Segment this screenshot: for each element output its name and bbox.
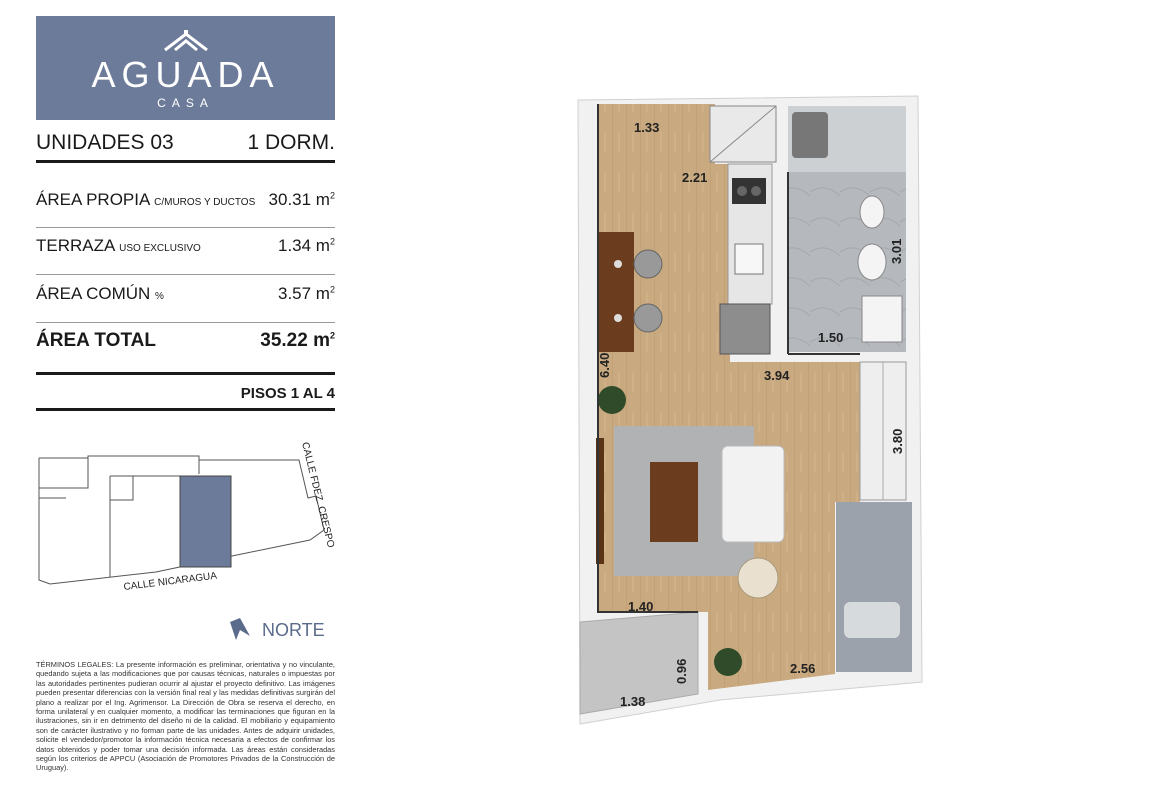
- sofa: [722, 446, 784, 542]
- unit-name: UNIDADES 03: [36, 131, 174, 154]
- site-street-side: CALLE FDEZ. CRESPO: [299, 441, 336, 549]
- dim-label: 3.80: [890, 428, 905, 454]
- site-plan: [36, 440, 346, 600]
- toilet: [858, 244, 886, 280]
- coffee-table: [650, 462, 698, 542]
- dim-label: 3.01: [889, 238, 904, 264]
- dim-label: 2.56: [790, 661, 816, 676]
- floor-plan: [570, 92, 950, 732]
- brand-sub: CASA: [157, 96, 214, 110]
- area-value: 3.57 m: [278, 284, 330, 303]
- dim-label: 6.40: [597, 352, 612, 378]
- dim-label: 0.96: [674, 658, 689, 684]
- dim-label: 2.21: [682, 170, 708, 185]
- dim-label: 3.94: [764, 368, 790, 383]
- divider: [36, 408, 335, 411]
- plant: [598, 386, 626, 414]
- site-street-bottom: CALLE NICARAGUA: [123, 570, 218, 593]
- brand-name: AGUADA: [91, 54, 280, 95]
- washing-machine: [792, 112, 828, 158]
- area-row-propia: ÁREA PROPIA C/MUROS Y DUCTOS 30.31 $m^2$: [36, 190, 335, 209]
- pillow: [844, 602, 900, 638]
- area-note: USO EXCLUSIVO: [119, 243, 201, 254]
- unit-header: [36, 131, 335, 155]
- area-label: TERRAZA: [36, 236, 115, 255]
- area-note: %: [155, 291, 164, 302]
- dining-table: [598, 232, 634, 352]
- divider: [36, 322, 335, 323]
- floors-label: PISOS 1 AL 4: [240, 385, 335, 402]
- site-unit-highlight: [180, 476, 231, 567]
- brand-logo: [36, 16, 335, 120]
- area-label: ÁREA PROPIA: [36, 190, 150, 209]
- area-row-comun: ÁREA COMÚN % 3.57 $m^2$: [36, 284, 335, 303]
- dim-label: 1.38: [620, 694, 646, 709]
- area-total-value: 35.22 m: [260, 330, 330, 351]
- area-total-label: ÁREA TOTAL: [36, 330, 156, 351]
- plant: [714, 648, 742, 676]
- basin: [862, 296, 902, 342]
- dim-label: 1.50: [818, 330, 844, 345]
- area-row-terraza: TERRAZA USO EXCLUSIVO 1.34 $m^2$: [36, 236, 335, 255]
- fridge: [720, 304, 770, 354]
- bed: [836, 502, 912, 672]
- unit-type: 1 DORM.: [247, 131, 335, 154]
- bidet: [860, 196, 884, 228]
- north-indicator: [228, 618, 325, 642]
- divider: [36, 227, 335, 228]
- sink: [735, 244, 763, 274]
- area-note: C/MUROS Y DUCTOS: [154, 197, 256, 208]
- north-arrow-icon: [228, 618, 252, 642]
- divider: [36, 160, 335, 163]
- area-value: 30.31 m: [268, 190, 330, 209]
- dim-label: 1.40: [628, 599, 654, 614]
- area-label: ÁREA COMÚN: [36, 284, 151, 303]
- divider: [36, 372, 335, 375]
- area-value: 1.34 m: [278, 236, 330, 255]
- dim-label: 1.33: [634, 120, 660, 135]
- legal-terms: TÉRMINOS LEGALES: La presente información es preliminar, orientativa y no vinculante, quedando sujeta a las modificaciones que por causas técnicas, naturales o impuestas por las autoridades pertinentes pudieran ocurrir al ajustar el proyecto definitivo. Las imágenes pueden presentar diferencias con la versión final real y las medidas definitivas surgirán del plano a realizar por el Ing. Agrimensor. La Dirección de Obra se reserva el derecho, en forma unilateral y en cualquier momento, a modificar las terminaciones que figuran en la ilustraciones, sin ir en detrimento del diseño ni de la calidad. El mobiliario y equipamiento son de carácter ilustrativo y no forman parte de las unidades. Antes de adquirir unidades, solicite el vendedor/promotor la información técnica necesaria a efectos de confirmar los datos obtenidos y poder tomar una decisión informada. Las áreas están consideradas según los criterios de APPCU (Asociación de Promotores Privados de la Construcción de Uruguay).: [36, 660, 335, 773]
- divider: [36, 274, 335, 275]
- lamp: [738, 558, 778, 598]
- area-row-total: ÁREA TOTAL 35.22 $m^2$: [36, 330, 335, 351]
- north-label: NORTE: [262, 619, 325, 640]
- roof-icon: [163, 30, 209, 52]
